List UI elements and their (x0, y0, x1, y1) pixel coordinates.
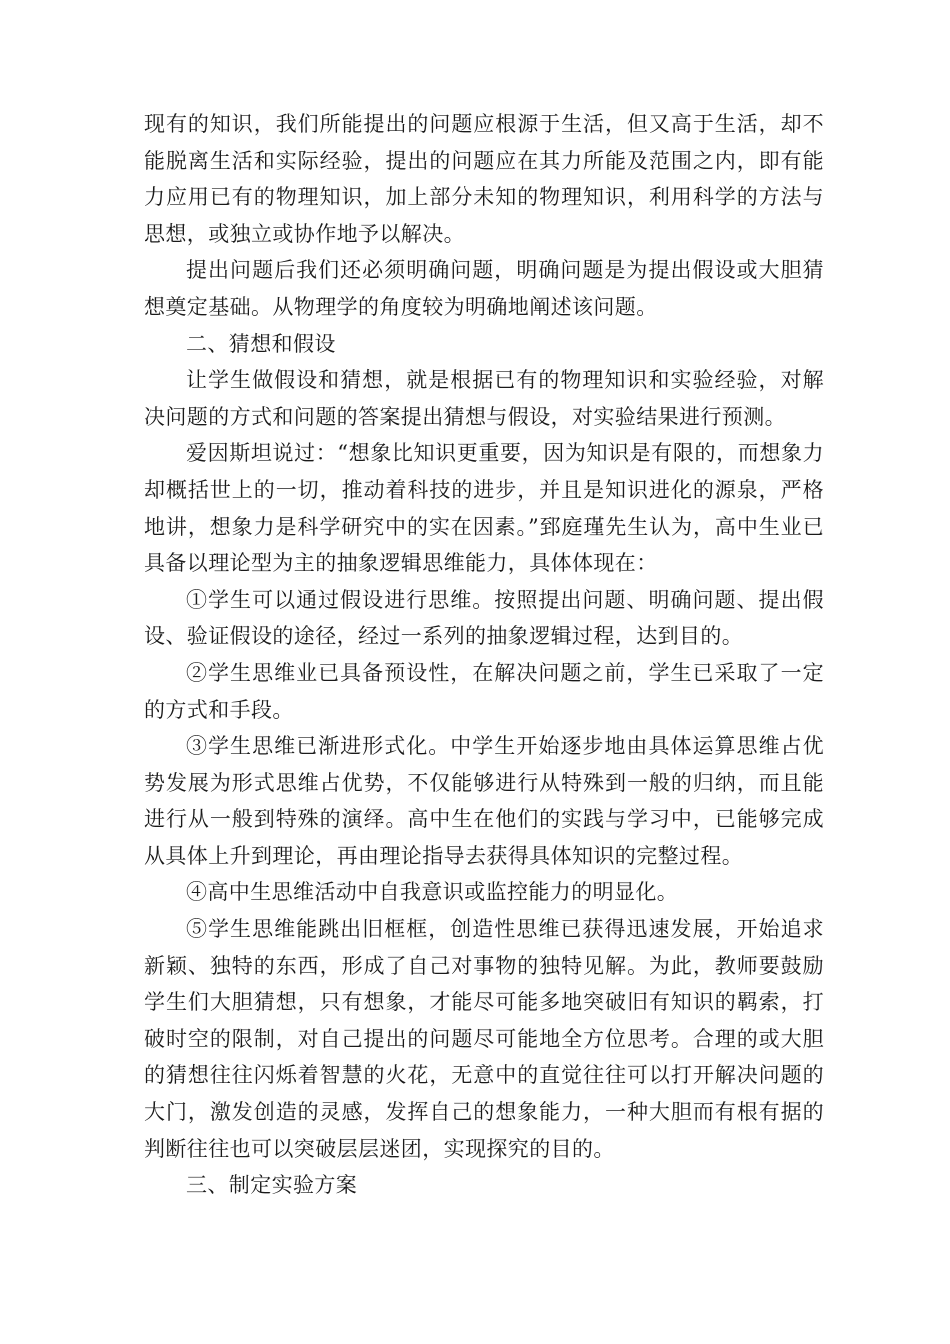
paragraph-einstein-quote: 爱因斯坦说过：“想象比知识更重要，因为知识是有限的，而想象力却概括世上的一切，推动着科技的进步，并且是知识进化的源泉，严格地讲，想象力是科学研究中的实在因素。”郅庭瑾先生认为，高中生业已具备以理论型为主的抽象逻辑思维能力，具体体现在： (144, 441, 824, 576)
section-heading-hypothesis: 二、猜想和假设 (186, 331, 336, 356)
paragraph-define-problem: 提出问题后我们还必须明确问题，明确问题是为提出假设或大胆猜想奠定基础。从物理学的角度较为明确地阐述该问题。 (144, 258, 824, 319)
document-body (144, 106, 824, 1204)
list-item-5: ⑤学生思维能跳出旧框框，创造性思维已获得迅速发展，开始追求新颖、独特的东西，形成了自己对事物的独特见解。为此，教师要鼓励学生们大胆猜想，只有想象，才能尽可能多地突破旧有知识的羁索，打破时空的限制，对自己提出的问题尽可能地全方位思考。合理的或大胆的猜想往往闪烁着智慧的火花，无意中的直觉往往可以打开解决问题的大门，激发创造的灵感，发挥自己的想象能力，一种大胆而有根有据的判断往往也可以突破层层迷团，实现探究的目的。 (144, 917, 824, 1161)
list-item-2: ②学生思维业已具备预设性，在解决问题之前，学生已采取了一定的方式和手段。 (144, 660, 824, 722)
paragraph-hypothesis-intro: 让学生做假设和猜想，就是根据已有的物理知识和实验经验，对解决问题的方式和问题的答案提出猜想与假设，对实验结果进行预测。 (144, 368, 824, 429)
paragraph-continuation: 现有的知识，我们所能提出的问题应根源于生活，但又高于生活，却不能脱离生活和实际经验，提出的问题应在其力所能及范围之内，即有能力应用已有的物理知识，加上部分未知的物理知识，利用科学的方法与思想，或独立或协作地予以解决。 (144, 112, 824, 246)
list-item-1: ①学生可以通过假设进行思维。按照提出问题、明确问题、提出假设、验证假设的途径，经过一系列的抽象逻辑过程，达到目的。 (144, 587, 824, 649)
list-item-4: ④高中生思维活动中自我意识或监控能力的明显化。 (186, 880, 679, 905)
section-heading-experiment-plan: 三、制定实验方案 (186, 1173, 358, 1198)
list-item-3: ③学生思维已渐进形式化。中学生开始逐步地由具体运算思维占优势发展为形式思维占优势，不仅能够进行从特殊到一般的归纳，而且能进行从一般到特殊的演绎。高中生在他们的实践与学习中，已能够完成从具体上升到理论，再由理论指导去获得具体知识的完整过程。 (144, 734, 824, 868)
